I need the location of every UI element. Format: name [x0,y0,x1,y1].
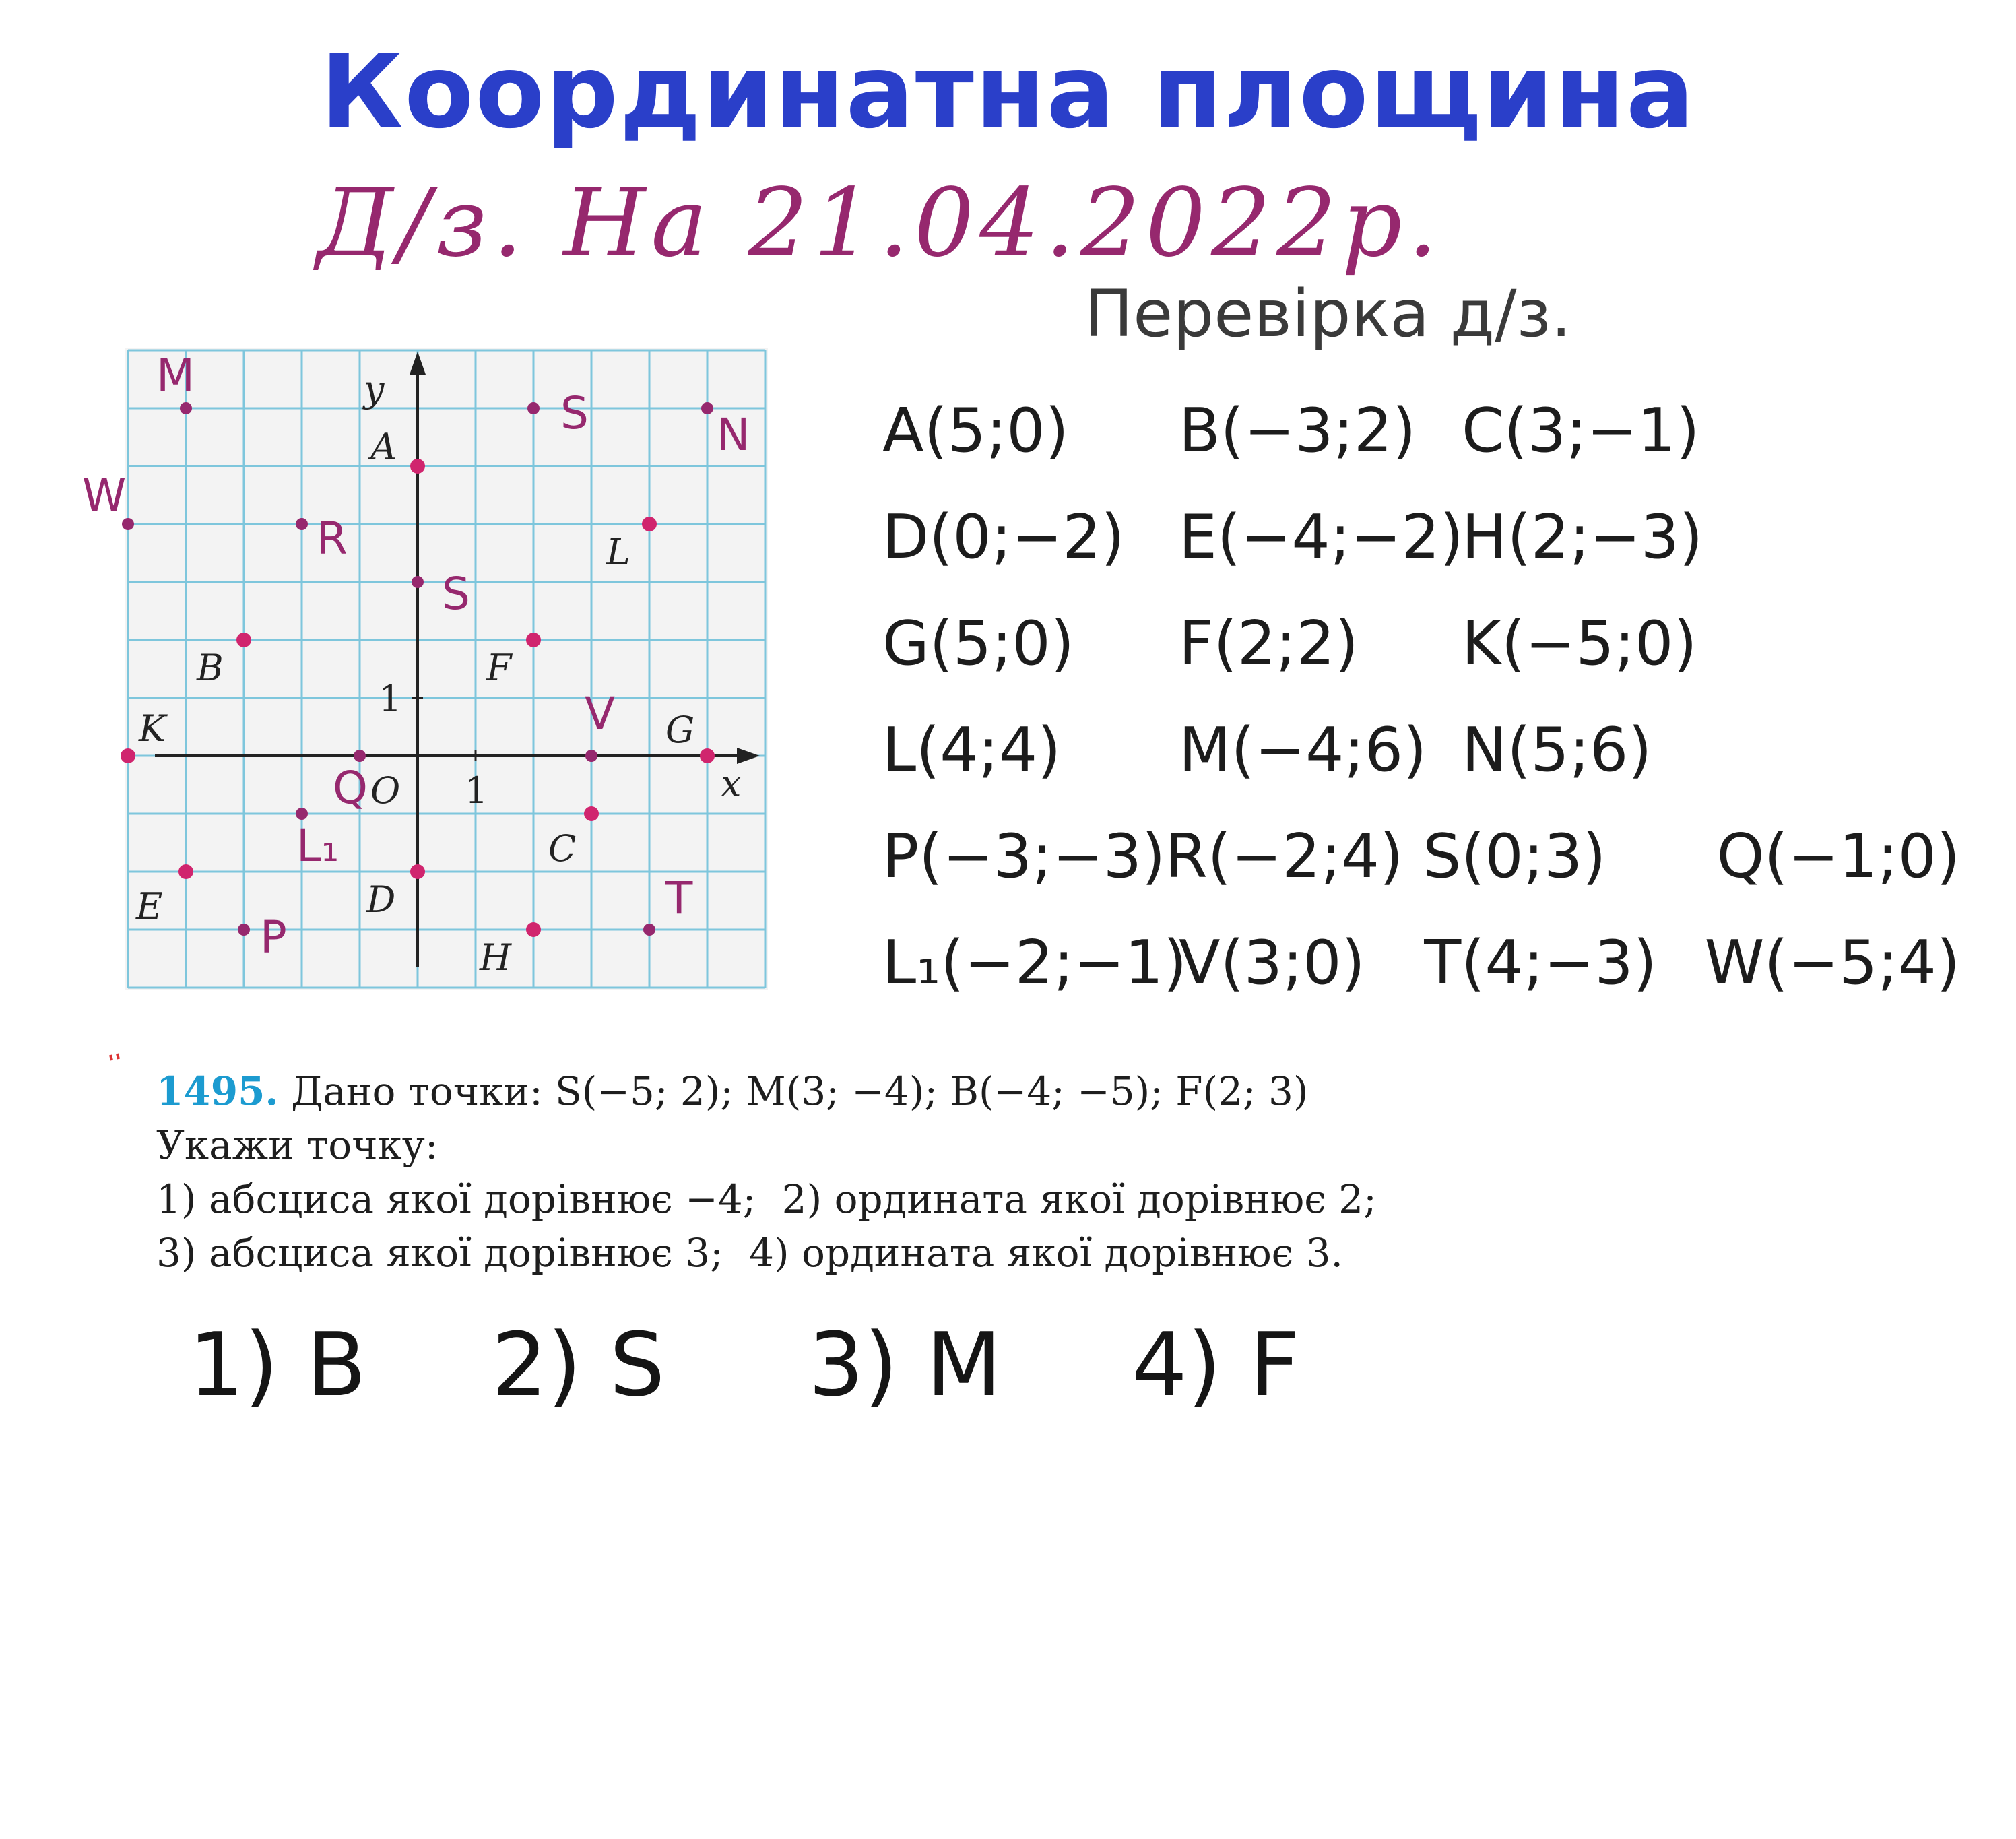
coordinate-entry: F(2;2) [1179,608,1359,679]
point-label-L: L [606,531,630,573]
handwritten-point-M [180,402,192,414]
coordinate-plane [82,323,828,1017]
handwritten-label-P: P [260,911,287,963]
handwritten-label-W: W [82,470,127,521]
handwritten-label-T: T [665,872,693,924]
handwritten-label-Q: Q [333,762,368,814]
coordinate-entry: V(3;0) [1179,927,1365,998]
point-L [642,517,657,531]
point-G [700,748,715,763]
handwritten-point-T [643,924,655,936]
homework-check-title: Перевірка д/з. [1084,276,1572,352]
answer-1: 1) B [189,1314,366,1416]
point-D [410,864,425,879]
answer-2: 2) S [492,1314,665,1416]
red-mark [108,1051,135,1064]
handwritten-point-S [527,402,540,414]
point-K [121,748,135,763]
handwritten-label-S: S [442,568,470,620]
point-label-H: H [480,936,512,979]
task-line-2: Укажи точку: [156,1122,438,1168]
answer-3: 3) M [808,1314,1002,1416]
point-label-C: C [548,827,577,870]
answers-row [189,1314,1536,1448]
page-title: Координатна площина [320,34,1696,151]
coordinate-entry: R(−2;4) [1165,820,1404,892]
coordinate-entry: B(−3;2) [1179,395,1417,466]
coordinates-row [882,909,2001,1016]
exercise-number: 1495. [156,1068,279,1114]
y-axis-label: y [364,368,385,410]
handwritten-point-Q [354,750,366,762]
task-item-4: 4) ордината якої дорівнює 3. [749,1230,1343,1276]
coordinates-row [882,697,2001,803]
point-C [584,806,599,821]
point-label-D: D [366,878,396,921]
handwritten-point-L₁ [296,808,308,820]
task-line-1 [156,1064,1503,1118]
point-B [236,633,251,647]
point-A [410,459,425,474]
handwritten-point-N [701,402,713,414]
x-unit-label: 1 [465,769,488,812]
coordinate-entry: Q(−1;0) [1716,820,1960,892]
point-H [526,922,541,937]
handwritten-label-R: R [317,513,348,564]
coordinates-row [882,377,2001,484]
coordinate-entry: S(0;3) [1423,820,1606,892]
point-label-B: B [197,647,224,689]
coordinate-entry: G(5;0) [882,608,1074,679]
coordinate-entry: N(5;6) [1462,714,1652,785]
handwritten-label-N: N [717,409,750,461]
coordinate-entry: E(−4;−2) [1179,501,1464,573]
coordinates-row [882,590,2001,697]
point-label-F: F [486,647,512,689]
coordinate-entry: C(3;−1) [1462,395,1700,466]
answer-4: 4) F [1132,1314,1300,1416]
handwritten-point-R [296,518,308,530]
coordinate-entry: K(−5;0) [1462,608,1697,679]
handwritten-label-V: V [585,688,616,740]
handwritten-label-S: S [560,387,589,439]
coordinate-entry: H(2;−3) [1462,501,1703,573]
point-E [178,864,193,879]
task-item-2: 2) ордината якої дорівнює 2; [781,1176,1377,1222]
exercise-1495 [156,1064,1503,1280]
coordinate-entry: T(4;−3) [1424,927,1657,998]
coordinate-entry: L(4;4) [882,714,1062,785]
coordinate-plane-svg [82,323,828,1017]
handwritten-label-L₁: L₁ [296,820,339,872]
point-label-E: E [136,885,163,928]
y-unit-label: 1 [379,678,402,720]
coordinate-entry: P(−3;−3) [882,820,1166,892]
point-label-A: A [370,426,397,468]
handwritten-point-S [412,576,424,588]
coordinates-row [882,484,2001,590]
task-line-4 [156,1226,1503,1280]
coordinate-entry: D(0;−2) [882,501,1125,573]
handwritten-label-M: M [156,350,195,401]
origin-label: O [370,769,401,812]
task-item-1: 1) абсциса якої дорівнює −4; [156,1176,756,1222]
point-label-G: G [665,709,695,751]
coordinate-entry: A(5;0) [882,395,1069,466]
task-item-3: 3) абсциса якої дорівнює 3; [156,1230,723,1276]
coordinate-entry: M(−4;6) [1179,714,1427,785]
task-line-3 [156,1172,1503,1226]
x-axis-label: x [721,763,742,805]
handwritten-point-P [238,924,250,936]
coordinate-entry: W(−5;4) [1704,927,1960,998]
homework-date: Д/з. На 21.04.2022р. [317,168,1443,278]
point-F [526,633,541,647]
task-statement: Дано точки: S(−5; 2); M(3; −4); B(−4; −5); F(2; 3) [291,1068,1309,1114]
coordinates-list [882,377,2001,1016]
coordinates-row [882,803,2001,909]
handwritten-point-V [585,750,597,762]
point-label-K: K [139,707,166,750]
coordinate-entry: L₁(−2;−1) [882,927,1188,998]
